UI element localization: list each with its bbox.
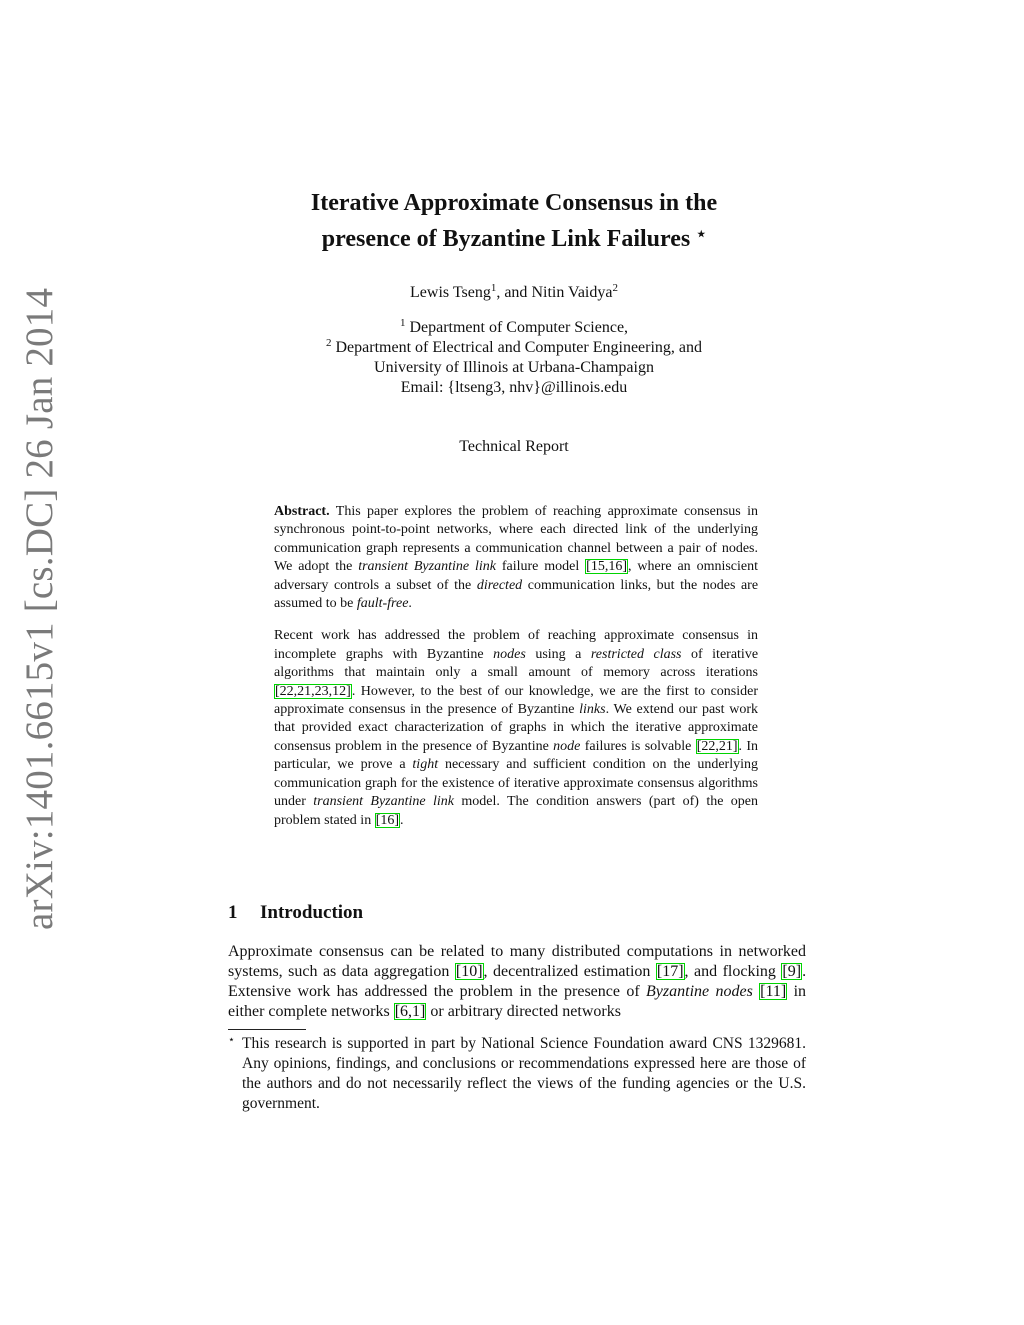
- author-separator: , and: [496, 284, 532, 301]
- citation-link[interactable]: [10]: [455, 963, 483, 980]
- abstract-label: Abstract.: [274, 504, 330, 519]
- section-heading: [228, 901, 363, 925]
- affiliation-line: $^2$ Department of Electrical and Computer Engineering, and: [325, 337, 703, 356]
- citation-link[interactable]: [9]: [782, 963, 802, 980]
- affiliation-mark: 2: [612, 282, 618, 294]
- affiliation-line: University of Illinois at Urbana-Champaign: [374, 359, 654, 376]
- citation-link[interactable]: [17]: [656, 963, 684, 980]
- paper-title: [214, 187, 814, 255]
- author-list: [214, 282, 814, 304]
- report-type: Technical Report: [459, 438, 569, 455]
- section-title: Introduction: [260, 902, 364, 923]
- affiliation-mark: 1: [490, 282, 497, 294]
- footnote: ⋆ This research is supported in part by National Science Foundation award CNS 1329681. Any opinions, findings, and conclusions or recommendations expressed here are those of the authors and do not necessarily reflect the views of the funding agencies or the U.S. government.: [228, 1034, 806, 1112]
- affiliations: [214, 318, 814, 398]
- body-paragraph: Approximate consensus can be related to many distributed computations in networked systems, such as data aggregation [10], decentralized estimation [17], and flocking [9]. Extensive work has addressed the problem in the presence of Byzantine nodes [11] in either complete networks [6,1] or arbitrary directed networks: [228, 943, 807, 1020]
- footnote-text: This research is supported in part by National Science Foundation award CNS 1329681. Any opinions, findings, and conclusions or recommendations expressed here are those of the authors and do not necessarily reflect the views of the funding agencies or the U.S. government.: [242, 1035, 806, 1112]
- abstract-paragraph: Abstract. This paper explores the problem of reaching approximate consensus in synchronous point-to-point networks, where each directed link of the underlying communication graph represents a communication channel between a pair of nodes. We adopt the transient Byzantine link failure model [15,16], where an omniscient adversary controls a subset of the directed communication links, but the nodes are assumed to be fault-free.: [274, 504, 759, 612]
- citation-link[interactable]: [22,21]: [696, 738, 738, 754]
- abstract-paragraph: Recent work has addressed the problem of reaching approximate consensus in incomplete graphs with Byzantine nodes using a restricted class of iterative algorithms that maintain only a small amount of memory across iterations [22,21,23,12]. However, to the best of our knowledge, we are the first to consider approximate consensus in the presence of Byzantine links. We extend our past work that provided exact characterization of graphs in which the iterative approximate consensus problem in the presence of Byzantine node failures is solvable [22,21]. In particular, we prove a tight necessary and sufficient condition on the underlying communication graph for the existence of iterative approximate consensus algorithms under transient Byzantine link model. The condition answers (part of) the open problem stated in [16].: [274, 628, 759, 828]
- affiliation-line: $^1$ Department of Computer Science,: [399, 317, 629, 336]
- section-number: 1: [228, 902, 238, 923]
- citation-link[interactable]: [6,1]: [394, 1003, 426, 1020]
- abstract: [274, 503, 758, 830]
- citation-link[interactable]: [15,16]: [586, 559, 627, 575]
- arxiv-identifier: arXiv:1401.6615v1 [cs.DC] 26 Jan 2014: [18, 287, 61, 930]
- title-footnote-mark[interactable]: ⋆: [696, 226, 707, 243]
- footnote-divider: [228, 1029, 306, 1030]
- citation-link[interactable]: [16]: [375, 812, 400, 828]
- citation-link[interactable]: [11]: [760, 983, 787, 1000]
- author-name: Lewis Tseng: [410, 284, 491, 301]
- title-line-1: Iterative Approximate Consensus in the: [310, 190, 718, 216]
- title-line-2: presence of Byzantine Link Failures: [321, 226, 691, 252]
- citation-link[interactable]: [22,21,23,12]: [275, 683, 351, 699]
- affiliation-mark: 2: [325, 337, 332, 349]
- author-name: Nitin Vaidya: [531, 284, 613, 301]
- contact-email: Email: {ltseng3, nhv}@illinois.edu: [400, 379, 628, 396]
- affiliation-mark: 1: [399, 317, 406, 329]
